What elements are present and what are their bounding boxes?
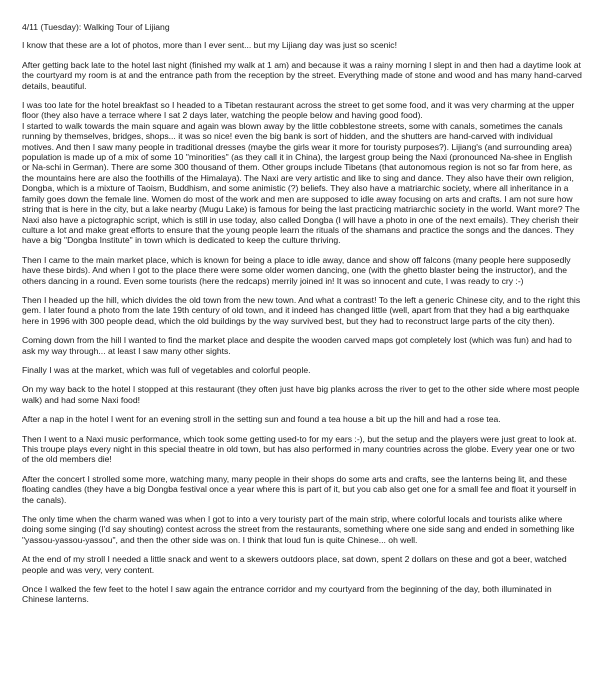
paragraph: The only time when the charm waned was when I got to into a very touristy part of the main strip, where colorful locals and tourists alike where doing some singing (I'd say shouting) contest across the street from the restaurants, something where one side sang and ended in something like "yassou-yassou-yassou", and then the other side was on. I think that loud fun is quite Chinese... oh well. <box>22 514 575 545</box>
paragraph: Coming down from the hill I wanted to find the market place and despite the wooden carved maps got completely lost (which was fun) and had to ask my way through... at least I saw many other sights. <box>22 335 572 356</box>
paragraph: I know that these are a lot of photos, more than I ever sent... but my Lijiang day was just so scenic! <box>22 40 397 51</box>
paragraph: Once I walked the few feet to the hotel I saw again the entrance corridor and my courtyard from the beginning of the day, both illuminated in Chinese lanterns. <box>22 584 552 605</box>
paragraph: Then I headed up the hill, which divides the old town from the new town. And what a contrast! To the left a generic Chinese city, and to the right this gem. I later found a photo from the late 19th century of old town, and it indeed has changed little (well, apart from that they had a big earthquake here in 1996 with 300 people dead, which the old buildings by the way survived best, but they had to reconstruct large parts of the city then). <box>22 294 581 326</box>
paragraph: Then I came to the main market place, which is known for being a place to idle away, dance and show off falcons (many people here supposedly have these birds). And when I got to the place there were some older women dancing, one (with the ghetto blaster being the instructor), and the others dancing in a round. Even some tourists (here the redcaps) merrily joined in! It was so innocent and cute, I was ready to cry :-) <box>22 254 571 286</box>
paragraph: Finally I was at the market, which was full of vegetables and colorful people. <box>22 364 311 375</box>
paragraph: I was too late for the hotel breakfast so I headed to a Tibetan restaurant across the street to get some food, and it was very charming at the upper floor (they also have a terrace where I sat 2 days later, watching the people below and having good food). I started to walk towards the main square and again was blown away by the little cobblestone streets, some with canals, sometimes the canals running by themselves, bridges, shops... it was so nice! even the big bank is sort of hidden, and the shutters are hand-carved with individual motives. And then I saw many people in traditional dresses (maybe the girls wear it more for touristy purposes?). Lijiang's (and surrounding area) population is made up of a mix of some 10 "minorities" (as they call it in China), the largest group being the Naxi (pronounced Na-shee in English or Na-schi in German). There are some 300 thousand of them. Other groups include Tibetans (that autonomous region is not so far from here, as the mountains here are also the foothills of the Himalaya). The Naxi are very artistic and like to sing and dance. They also have their own religion, Dongba, which is a mixture of Taoism, Buddhism, and some animistic (?) beliefs. They also have a matriarchic society, where all inheritance in a family goes down the female line. Women do most of the work and men are supposed to idle away focusing on arts and crafts. I am not sure how string that is here in the city, but a lake nearby (Mugu Lake) is famous for being the last practicing matriarchic society in the world. Want more? The Naxi also have a pictographic script, which is still in use today, also called Dongba (I will have a photo in one of the next emails). They cherish their culture a lot and make great efforts to ensure that the young people learn the rituals of the shamans and practice the songs and the dances. They have a big "Dongba Institute" in town which is dedicated to keep the culture thriving. <box>22 100 580 246</box>
paragraph: After the concert I strolled some more, watching many, many people in their shops do some arts and crafts, see the lanterns being lit, and these floating candles (they have a big Dongba festival once a year where this is part of it, but you cab also get one for a small fee and float it yourself in the canals). <box>22 473 577 505</box>
document-title: 4/11 (Tuesday): Walking Tour of Lijiang <box>22 22 170 32</box>
paragraph: At the end of my stroll I needed a little snack and went to a skewers outdoors place, sat down, spent 2 dollars on these and got a beer, watched people and was very, very content. <box>22 554 567 575</box>
paragraph: After a nap in the hotel I went for an evening stroll in the setting sun and found a tea house a bit up the hill and had a rose tea. <box>22 414 501 425</box>
paragraph: After getting back late to the hotel last night (finished my walk at 1 am) and because it was a rainy morning I slept in and then had a daytime look at the courtyard my room is at and the entrance path from the reception by the street. Everything made of stone and wood and has many hand-carved details, beautiful. <box>22 59 582 91</box>
document-body <box>22 40 582 604</box>
paragraph: Then I went to a Naxi music performance, which took some getting used-to for my ears :-), but the setup and the players were just great to look at. This troupe plays every night in this special theatre in old town, but has also performed in many countries across the globe. Every year one or two of the old members die! <box>22 433 577 465</box>
paragraph: On my way back to the hotel I stopped at this restaurant (they often just have big planks across the river to get to the other side where most people walk) and had some Naxi food! <box>22 384 580 405</box>
